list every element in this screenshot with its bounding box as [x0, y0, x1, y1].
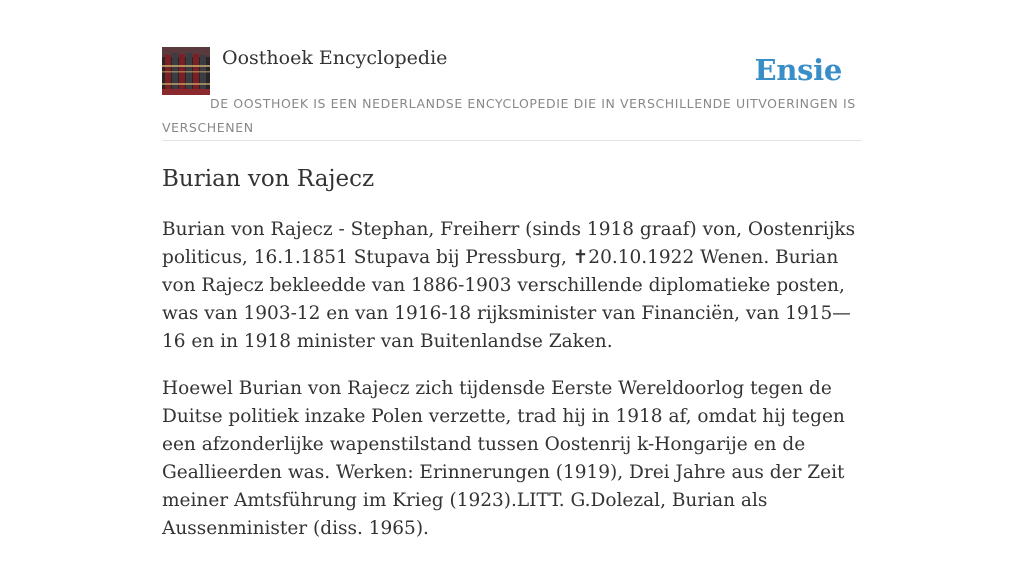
site-tagline: DE OOSTHOEK IS EEN NEDERLANDSE ENCYCLOPEDIE DIE IN VERSCHILLENDE UITVOERINGEN IS VERSCHENEN [162, 96, 856, 135]
article-paragraph: Burian von Rajecz - Stephan, Freiherr (sinds 1918 graaf) von, Oostenrijks politicus, 16.1.1851 Stupava bij Pressburg, ✝20.10.1922 Wenen. Burian von Rajecz bekleedde van 1886-1903 verschillende diplomatieke posten, was van 1903-12 en van 1916-18 rijksminister van Financiën, van 1915—16 en in 1918 minister van Buitenlandse Zaken. [162, 219, 856, 352]
book-spines-icon[interactable] [162, 47, 210, 95]
article-paragraph: Hoewel Burian von Rajecz zich tijdensde Eerste Wereldoorlog tegen de Duitse politiek inzake Polen verzette, trad hij in 1918 af, omdat hij tegen een afzonderlijke wapenstilstand tussen Oostenrij k-Hongarije en de Geallieerden was. Werken: Erinnerungen (1919), Drei Jahre aus der Zeit meiner Amtsführung im Krieg (1923).LITT. G.Dolezal, Burian als Aussenminister (diss. 1965). [162, 378, 845, 539]
site-header [162, 46, 862, 141]
site-title[interactable]: Oosthoek Encyclopedie [222, 47, 448, 69]
article-title: Burian von Rajecz [162, 166, 375, 192]
brand-logo[interactable]: Ensie [754, 53, 842, 87]
article [162, 162, 862, 562]
